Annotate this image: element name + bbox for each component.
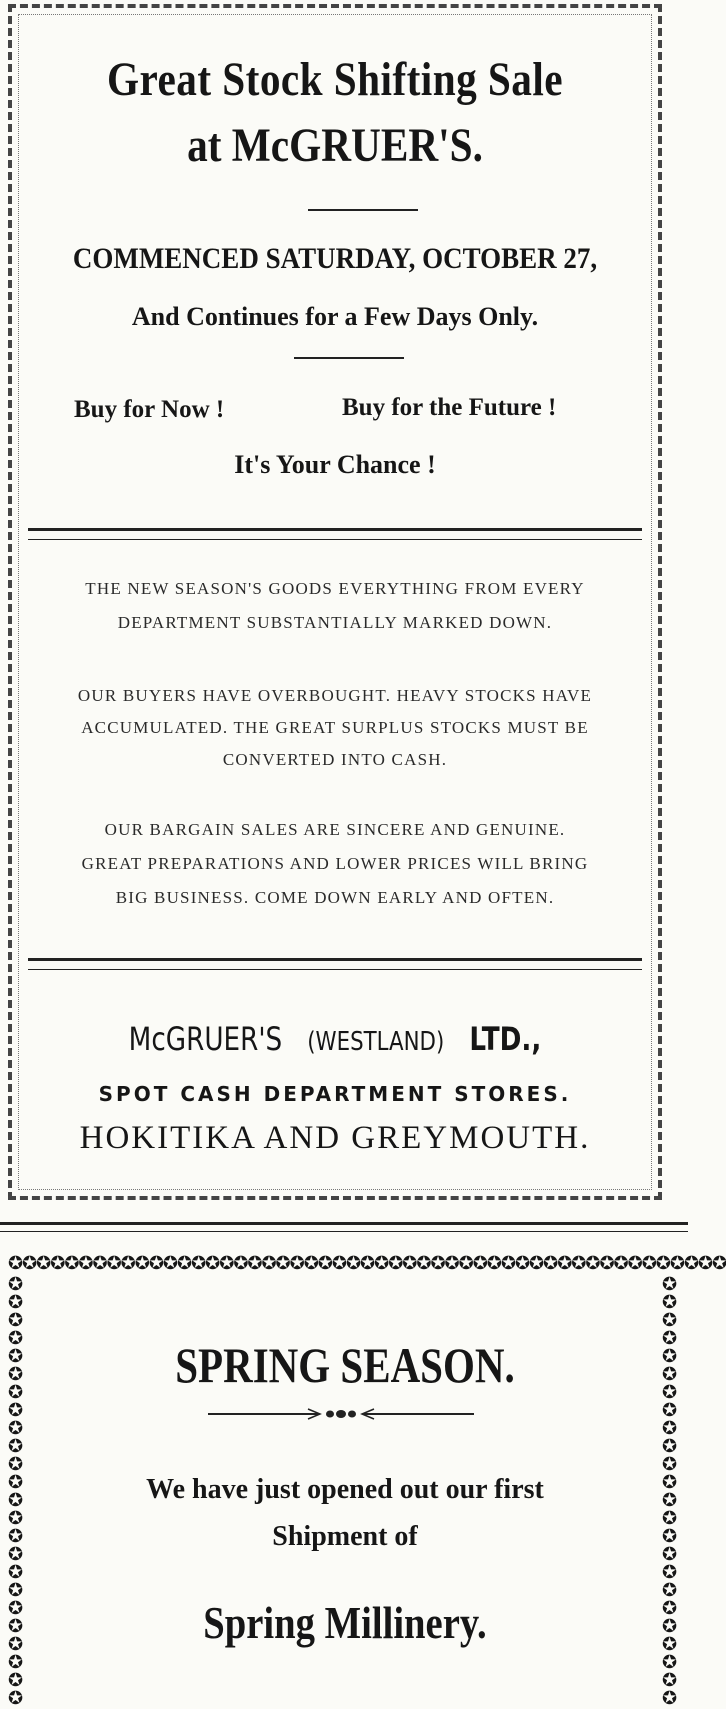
headline-line-2: at McGRUER'S. [187, 119, 483, 172]
paragraph-line: GREAT PREPARATIONS AND LOWER PRICES WILL BRING [81, 854, 589, 873]
double-rule [28, 958, 642, 970]
mcgruer-advertisement [8, 4, 662, 1200]
paragraph-line: ACCUMULATED. THE GREAT SURPLUS STOCKS MUST BE [81, 718, 589, 737]
buy-for-future: Buy for the Future ! [342, 394, 557, 421]
paragraph-line: CONVERTED INTO CASH. [222, 750, 448, 769]
ring-border-top: ✪✪✪✪✪✪✪✪✪✪✪✪✪✪✪✪✪✪✪✪✪✪✪✪✪✪✪✪✪✪✪✪✪✪✪✪✪✪✪✪✪✪✪✪✪✪✪✪✪✪✪ [8, 1253, 726, 1274]
commenced-date: COMMENCED SATURDAY, OCTOBER 27, [72, 242, 598, 275]
continues-notice: And Continues for a Few Days Only. [131, 302, 539, 331]
ornamental-rule-icon [208, 1406, 474, 1422]
company-stores: SPOT CASH DEPARTMENT STORES. [98, 1082, 572, 1106]
company-suffix: LTD., [469, 1020, 542, 1058]
paragraph-bargain [34, 813, 636, 915]
headline-line-1: Great Stock Shifting Sale [106, 53, 564, 106]
double-rule [28, 528, 642, 540]
ring-border-left: ✪✪✪✪✪✪✪✪✪✪✪✪✪✪✪✪✪✪✪✪✪✪✪✪ [8, 1274, 24, 1709]
spring-millinery-heading: Spring Millinery. [203, 1597, 487, 1648]
company-region: (WESTLAND) [307, 1027, 445, 1057]
announcement-line: Shipment of [272, 1521, 418, 1552]
paragraph-new-season [34, 572, 636, 640]
company-name [70, 1020, 600, 1058]
your-chance: It's Your Chance ! [234, 450, 436, 479]
announcement-line: We have just opened out our first [146, 1474, 544, 1505]
company-towns: HOKITIKA AND GREYMOUTH. [79, 1120, 591, 1156]
paragraph-overbought [34, 680, 636, 776]
spring-season-advertisement [8, 1253, 726, 1709]
paragraph-line: THE NEW SEASON'S GOODS EVERYTHING FROM EVERY [85, 579, 585, 598]
paragraph-line: OUR BARGAIN SALES ARE SINCERE AND GENUINE. [104, 820, 566, 839]
spring-season-title: SPRING SEASON. [175, 1337, 515, 1393]
short-rule [294, 357, 404, 359]
paragraph-line: DEPARTMENT SUBSTANTIALLY MARKED DOWN. [117, 613, 553, 632]
buy-for-now: Buy for Now ! [74, 396, 225, 423]
ring-border-right: ✪✪✪✪✪✪✪✪✪✪✪✪✪✪✪✪✪✪✪✪✪✪✪✪ [662, 1274, 678, 1709]
paragraph-line: BIG BUSINESS. COME DOWN EARLY AND OFTEN. [115, 888, 555, 907]
short-rule [308, 209, 418, 211]
spring-announcement [8, 1466, 682, 1560]
company-name-main: McGRUER'S [128, 1020, 283, 1058]
column-separator [0, 1222, 688, 1232]
paragraph-line: OUR BUYERS HAVE OVERBOUGHT. HEAVY STOCKS HAVE [77, 686, 593, 705]
